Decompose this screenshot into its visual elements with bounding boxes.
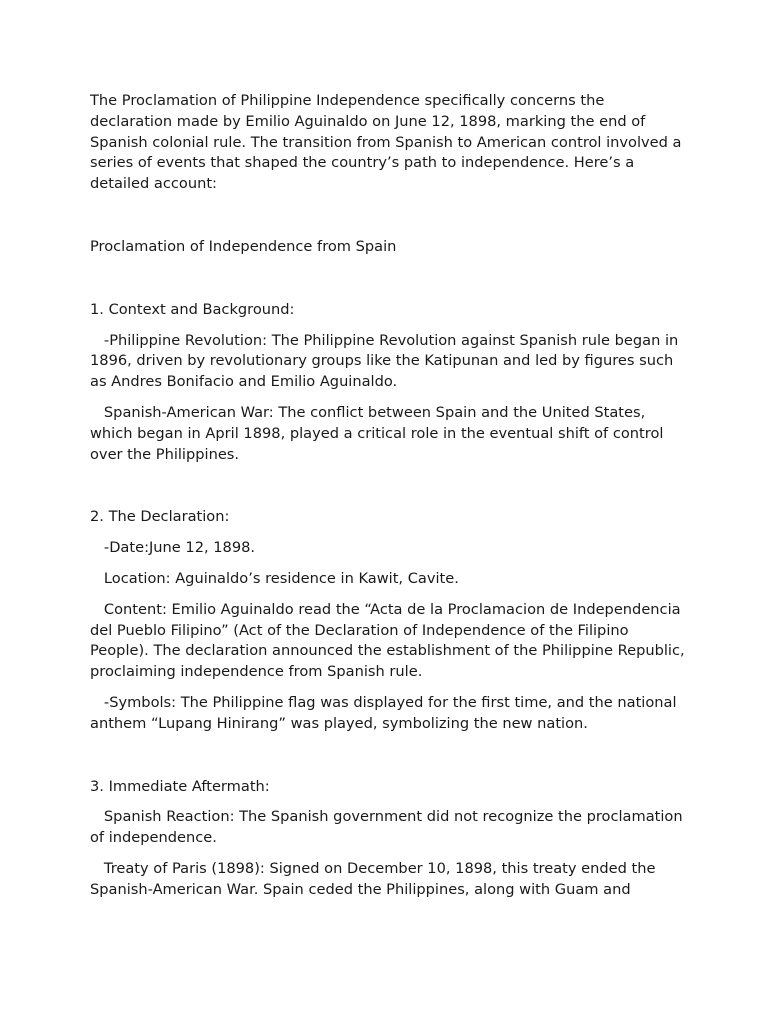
paragraph-content: Content: Emilio Aguinaldo read the “Acta de la Proclamacion de Independencia del Pueblo Filipino” (Act of the Declaration of Independence of the Filipino People). The declaration announced the establishment of the Philippine Republic, proclaiming independence from Spanish rule. — [90, 600, 690, 681]
paragraph-treaty-of-paris: Treaty of Paris (1898): Signed on December 10, 1898, this treaty ended the Spanish-American War. Spain ceded the Philippines, along with Guam and — [90, 859, 661, 898]
document-title: Proclamation of Independence from Spain — [90, 237, 397, 255]
paragraph-philippine-revolution: -Philippine Revolution: The Philippine Revolution against Spanish rule began in 1896, driven by revolutionary groups like the Katipunan and led by figures such as Andres Bonifacio and Emilio Aguinaldo. — [90, 331, 683, 391]
paragraph-symbols: -Symbols: The Philippine flag was displayed for the first time, and the national anthem “Lupang Hinirang” was played, symbolizing the new nation. — [90, 693, 682, 732]
section-heading-context: 1. Context and Background: — [90, 300, 295, 318]
paragraph-location: Location: Aguinaldo’s residence in Kawit, Cavite. — [90, 569, 459, 587]
intro-paragraph: The Proclamation of Philippine Independence specifically concerns the declaration made by Emilio Aguinaldo on June 12, 1898, marking the end of Spanish colonial rule. The transition from Spanish to American control involved a series of events that shaped the country’s path to independence. Here’s a detailed account: — [90, 92, 687, 193]
document-page — [90, 91, 690, 901]
paragraph-spanish-american-war: Spanish-American War: The conflict between Spain and the United States, which began in April 1898, played a critical role in the eventual shift of control over the Philippines. — [90, 403, 669, 463]
paragraph-date: -Date:June 12, 1898. — [90, 539, 256, 557]
paragraph-spanish-reaction: Spanish Reaction: The Spanish government did not recognize the proclamation of independence. — [90, 808, 688, 847]
section-heading-declaration: 2. The Declaration: — [90, 508, 230, 526]
section-heading-aftermath: 3. Immediate Aftermath: — [90, 777, 270, 795]
